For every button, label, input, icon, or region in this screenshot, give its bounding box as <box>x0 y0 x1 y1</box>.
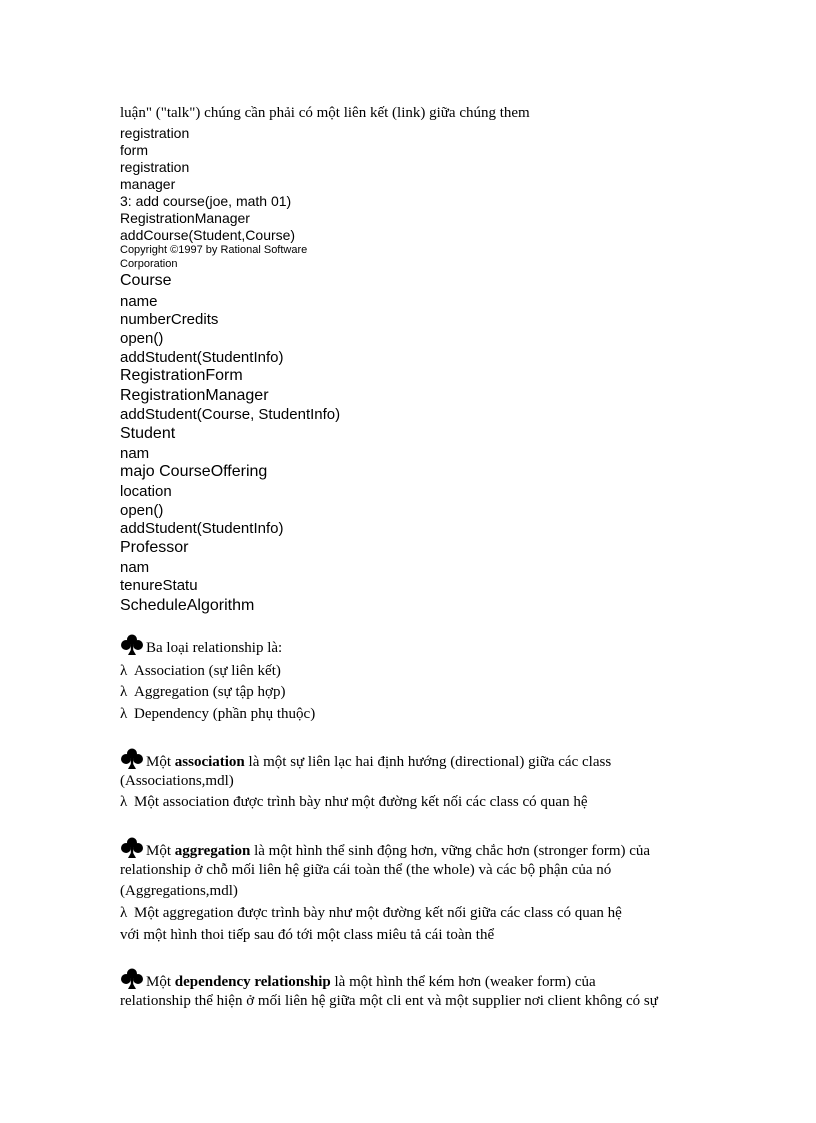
club-icon <box>120 748 144 770</box>
club-icon <box>120 837 144 859</box>
aggregation-line: relationship ở chỗ mối liên hệ giữa cái toàn thể (the whole) và các bộ phận của nó <box>120 862 612 878</box>
relationship-item: λ Dependency (phần phụ thuộc) <box>120 706 316 722</box>
class-name: RegistrationManager <box>120 387 269 404</box>
diagram-label: 3: add course(joe, math 01) <box>120 193 292 209</box>
class-name: majo CourseOffering <box>120 463 268 480</box>
class-name: ScheduleAlgorithm <box>120 597 255 614</box>
class-attribute: tenureStatu <box>120 577 198 594</box>
intro-line: luận" ("talk") chúng cần phải có một liên kết (link) giữa chúng them <box>120 105 530 121</box>
diagram-label: form <box>120 142 148 158</box>
club-icon <box>120 634 144 656</box>
diagram-label: manager <box>120 176 176 192</box>
diagram-label: RegistrationManager <box>120 210 250 226</box>
dependency-paragraph: Một dependency relationship là một hình thể kém hơn (weaker form) của <box>120 968 596 990</box>
aggregation-ref: (Aggregations,mdl) <box>120 883 238 899</box>
class-operation: open() <box>120 502 164 519</box>
class-name: Student <box>120 425 176 442</box>
copyright-line: Copyright ©1997 by Rational Software <box>120 244 308 256</box>
class-attribute: numberCredits <box>120 311 219 328</box>
diagram-label: addCourse(Student,Course) <box>120 227 296 243</box>
lambda-icon: λ <box>120 663 128 679</box>
lambda-icon: λ <box>120 794 128 810</box>
club-icon <box>120 968 144 990</box>
relationship-item: λ Association (sự liên kết) <box>120 663 281 679</box>
class-operation: addStudent(StudentInfo) <box>120 520 284 537</box>
association-ref: (Associations,mdl) <box>120 773 234 789</box>
aggregation-bullet: λ Một aggregation được trình bày như một đường kết nối giữa các class có quan hệ <box>120 905 622 921</box>
class-name: RegistrationForm <box>120 367 243 384</box>
class-attribute: name <box>120 293 158 310</box>
class-attribute: nam <box>120 445 150 462</box>
diagram-label: registration <box>120 125 190 141</box>
copyright-line: Corporation <box>120 258 178 270</box>
lambda-icon: λ <box>120 684 128 700</box>
relationship-item: λ Aggregation (sự tập hợp) <box>120 684 286 700</box>
class-name: Course <box>120 272 172 289</box>
association-bullet: λ Một association được trình bày như một đường kết nối các class có quan hệ <box>120 794 588 810</box>
aggregation-bullet-cont: với một hình thoi tiếp sau đó tới một class miêu tả cái toàn thể <box>120 927 495 943</box>
lambda-icon: λ <box>120 706 128 722</box>
class-name: Professor <box>120 539 189 556</box>
diagram-label: registration <box>120 159 190 175</box>
relationships-heading: Ba loại relationship là: <box>120 634 282 656</box>
class-operation: addStudent(StudentInfo) <box>120 349 284 366</box>
class-attribute: nam <box>120 559 150 576</box>
class-operation: open() <box>120 330 164 347</box>
lambda-icon: λ <box>120 905 128 921</box>
class-operation: addStudent(Course, StudentInfo) <box>120 406 341 423</box>
association-paragraph: Một association là một sự liên lạc hai định hướng (directional) giữa các class <box>120 748 611 770</box>
class-attribute: location <box>120 483 172 500</box>
dependency-line: relationship thể hiện ở mối liên hệ giữa một cli ent và một supplier nơi client không có sự <box>120 993 658 1009</box>
aggregation-paragraph: Một aggregation là một hình thể sinh động hơn, vững chắc hơn (stronger form) của <box>120 837 650 859</box>
